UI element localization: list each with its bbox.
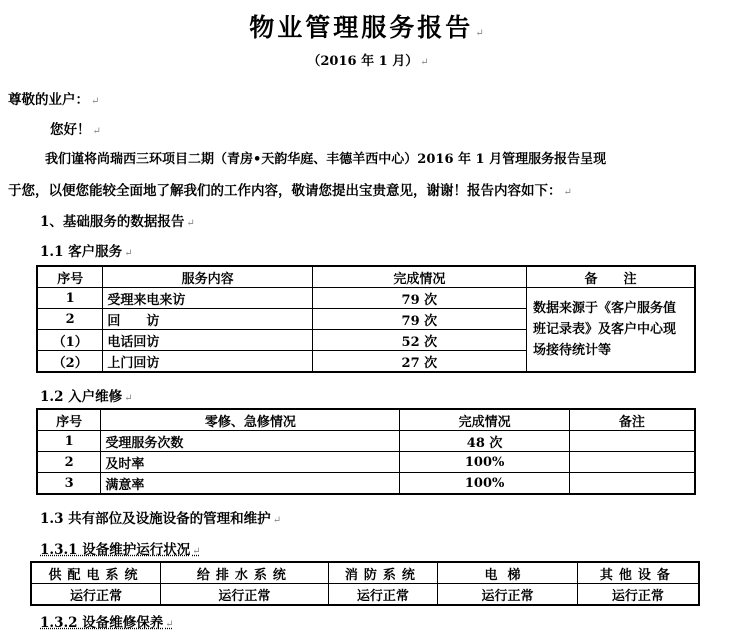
section-1-3-1-heading: 1.3.1 设备维护运行状况 ↵	[40, 542, 201, 558]
table-row	[31, 584, 699, 606]
section-1-2-heading: 1.2 入户维修 ↵	[40, 389, 133, 405]
equipment-status-table	[30, 561, 700, 606]
remarks-cell	[569, 452, 695, 473]
service-item: 上门回访	[103, 351, 312, 373]
header-cell: 备 注	[526, 266, 695, 288]
greeting: 尊敬的业户： ↵	[8, 92, 100, 108]
row-number: （2）	[37, 351, 103, 373]
intro-line-2: 于您，以便您能较全面地了解我们的工作内容，敬请您提出宝贵意见，谢谢！报告内容如下： ↵	[8, 183, 572, 199]
page-title: 物业管理服务报告 ↵	[249, 13, 487, 42]
section-1-3-heading: 1.3 共有部位及设施设备的管理和维护 ↵	[40, 511, 282, 527]
section-1-3-2-heading: 1.3.2 设备维修保养 ↵	[40, 615, 174, 631]
header-cell: 电梯	[438, 562, 578, 584]
completion-value: 100%	[400, 473, 570, 495]
service-item: 受理来电来访	[103, 288, 312, 309]
remarks-cell	[569, 473, 695, 495]
row-number: 2	[37, 452, 101, 473]
status-value: 运行正常	[577, 584, 699, 606]
completion-value: 52 次	[312, 330, 526, 351]
repair-item: 及时率	[101, 452, 400, 473]
header-cell: 完成情况	[312, 266, 526, 288]
header-cell: 服务内容	[103, 266, 312, 288]
completion-value: 48 次	[400, 431, 570, 452]
row-number: 1	[37, 288, 103, 309]
header-cell: 序号	[37, 409, 101, 431]
hello-line: 您好！ ↵	[50, 122, 101, 138]
repair-table	[36, 408, 696, 495]
header-cell: 消防系统	[328, 562, 438, 584]
table-row	[37, 473, 695, 495]
status-value: 运行正常	[438, 584, 578, 606]
header-cell: 备注	[569, 409, 695, 431]
repair-item: 受理服务次数	[101, 431, 400, 452]
remarks-cell: 数据来源于《客户服务值班记录表》及客户中心现场接待统计等	[526, 288, 695, 373]
header-cell: 完成情况	[400, 409, 570, 431]
repair-item: 满意率	[101, 473, 400, 495]
row-number: 3	[37, 473, 101, 495]
table-header-row	[37, 409, 695, 431]
header-cell: 序号	[37, 266, 103, 288]
completion-value: 79 次	[312, 288, 526, 309]
table-row	[37, 452, 695, 473]
completion-value: 100%	[400, 452, 570, 473]
report-period: （2016 年 1 月） ↵	[307, 54, 429, 69]
service-item: 电话回访	[103, 330, 312, 351]
row-number: （1）	[37, 330, 103, 351]
status-value: 运行正常	[31, 584, 161, 606]
customer-service-table	[36, 265, 696, 373]
completion-value: 27 次	[312, 351, 526, 373]
service-item: 回 访	[103, 309, 312, 330]
row-number: 2	[37, 309, 103, 330]
row-number: 1	[37, 431, 101, 452]
table-row	[37, 288, 695, 309]
table-header-row	[37, 266, 695, 288]
completion-value: 79 次	[312, 309, 526, 330]
section-1-heading: 1、基础服务的数据报告 ↵	[40, 214, 195, 230]
header-cell: 给排水系统	[161, 562, 328, 584]
header-cell: 其他设备	[577, 562, 699, 584]
status-value: 运行正常	[328, 584, 438, 606]
table-header-row	[31, 562, 699, 584]
status-value: 运行正常	[161, 584, 328, 606]
section-1-1-heading: 1.1 客户服务 ↵	[40, 244, 133, 260]
header-cell: 零修、急修情况	[101, 409, 400, 431]
remarks-cell	[569, 431, 695, 452]
header-cell: 供配电系统	[31, 562, 161, 584]
intro-line-1: 我们谨将尚瑞西三环项目二期（青房•天韵华庭、丰德羊西中心）2016 年 1 月管理服务报告呈现	[45, 152, 607, 167]
table-row	[37, 431, 695, 452]
